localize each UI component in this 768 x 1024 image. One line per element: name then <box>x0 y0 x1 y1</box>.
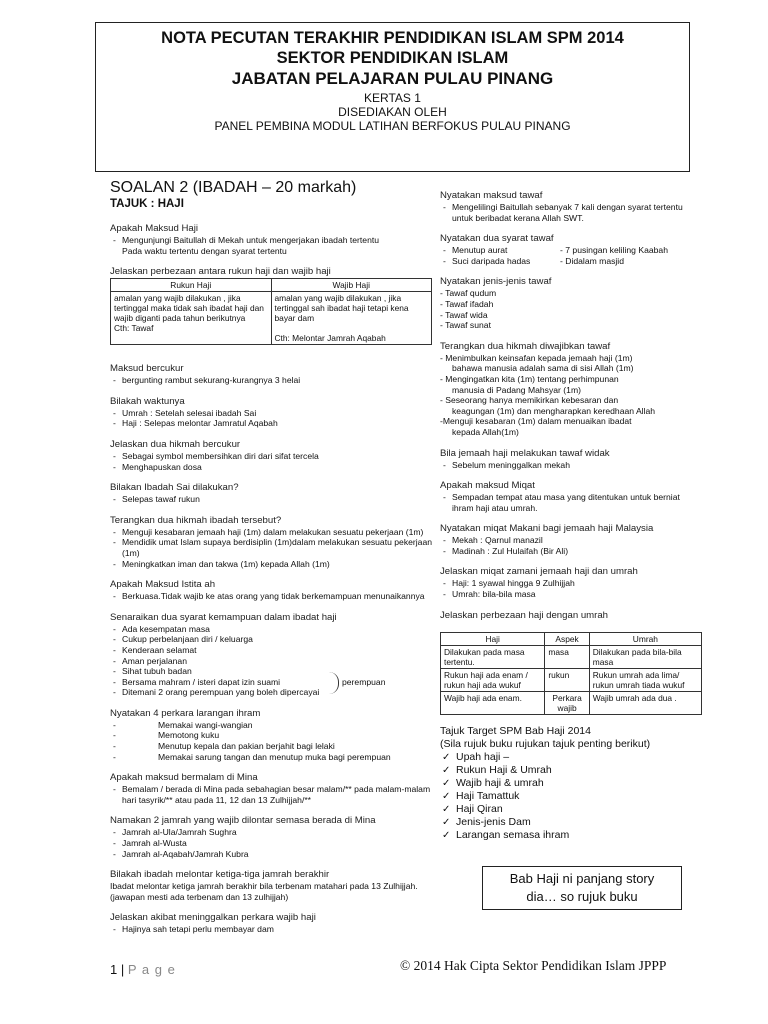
answer-cont: keagungan (1m) dan mengharapkan keredhaan Allah <box>452 405 656 416</box>
question: Jelaskan perbezaan haji dengan umrah <box>440 609 609 621</box>
target-title: Tajuk Target SPM Bab Haji 2014 <box>440 724 591 737</box>
answer-cont: Pada waktu tertentu dengan syarat tertentu <box>122 245 287 256</box>
answer: Ibadat melontar ketiga jamrah berakhir bila terbenam matahari pada 13 Zulhijjah. <box>110 881 418 892</box>
section-hikmah-tawaf <box>440 341 702 438</box>
page-number: 1 <box>110 962 118 977</box>
answer: - Menimbulkan keinsafan kepada jemaah haji (1m) <box>440 352 633 363</box>
section-maksud-haji <box>110 223 432 256</box>
answer: - 7 pusingan keliling Kaabah <box>560 245 668 256</box>
section-syarat-kemampuan <box>110 612 432 698</box>
question: Senaraikan dua syarat kemampuan dalam ibadat haji <box>110 611 337 623</box>
section-jenis-tawaf <box>440 276 702 330</box>
section-bermalam-mina <box>110 772 432 805</box>
table-cell: Dilakukan pada bila-bila masa <box>589 645 701 668</box>
check-item: ✓ Haji Qiran <box>440 803 702 816</box>
table-row <box>441 691 702 714</box>
answer: - Hajinya sah tetapi perlu membayar dam <box>110 924 432 935</box>
table-cell: Dilakukan pada masa tertentu. <box>441 645 545 668</box>
table-cell: rukun <box>545 668 589 691</box>
right-column <box>440 190 702 852</box>
answer-note: (jawapan mesti ada terbenam dan 13 zulhijjah) <box>110 891 289 902</box>
section-jamrah <box>110 815 432 859</box>
question: Nyatakan miqat Makani bagi jemaah haji Malaysia <box>440 523 654 535</box>
section-hikmah-ibadah <box>110 515 432 569</box>
answer: - Sebagai symbol membersihkan diri dari sifat tercela <box>110 451 432 462</box>
header-paper: KERTAS 1 <box>364 91 421 105</box>
list-item: - Memotong kuku <box>110 730 432 741</box>
table-header: Haji <box>441 632 545 645</box>
answer: - Seseorang hanya memikirkan kebesaran dan <box>440 395 619 406</box>
answer: - bergunting rambut sekurang-kurangnya 3 helai <box>110 375 432 386</box>
section-maksud-tawaf <box>440 190 702 223</box>
list-item: - Jamrah al-Wusta <box>110 838 432 849</box>
section-larangan-ihram <box>110 708 432 762</box>
answer: - Bemalam / berada di Mina pada sebahagian besar malam/** pada malam-malam <box>110 784 432 795</box>
question: Maksud bercukur <box>110 363 184 375</box>
question: Bilakah ibadah melontar ketiga-tiga jamrah berakhir <box>110 869 330 881</box>
check-item: ✓ Haji Tamattuk <box>440 790 702 803</box>
question: Jelaskan perbezaan antara rukun haji dan wajib haji <box>110 266 331 278</box>
table-cell: Rukun haji ada enam / rukun haji ada wukuf <box>441 668 545 691</box>
section-miqat <box>440 480 702 513</box>
answer: - Umrah: bila-bila masa <box>440 589 702 600</box>
list-item: - Tawaf wida <box>440 309 488 320</box>
list-item: - Sihat tubuh badan <box>110 666 432 677</box>
answer: - Menghapuskan dosa <box>110 462 432 473</box>
check-item: ✓ Jenis-jenis Dam <box>440 816 702 829</box>
left-column <box>110 178 432 945</box>
answer: - Menutup aurat <box>440 245 560 256</box>
header-box <box>95 22 690 172</box>
brace-label: perempuan <box>342 676 386 687</box>
copyright: © 2014 Hak Cipta Sektor Pendidikan Islam JPPP <box>400 958 667 973</box>
table-cell: masa <box>545 645 589 668</box>
section-sai <box>110 482 432 505</box>
section-syarat-tawaf <box>440 233 702 266</box>
answer-cont: kepada Allah(1m) <box>452 426 519 437</box>
answer: - Mengingatkan kita (1m) tentang perhimpunan <box>440 373 619 384</box>
question: Nyatakan 4 perkara larangan ihram <box>110 707 261 719</box>
answer-cont: bahawa manusia adalah sama di sisi Allah (1m) <box>452 363 634 374</box>
target-subtitle: (Sila rujuk buku rujukan tajuk penting berikut) <box>440 737 651 750</box>
answer: - Mekah : Qarnul manazil <box>440 535 702 546</box>
question: Namakan 2 jamrah yang wajib dilontar semasa berada di Mina <box>110 815 376 827</box>
question: Apakah Maksud Haji <box>110 223 198 234</box>
check-item: ✓ Rukun Haji & Umrah <box>440 764 702 777</box>
question-title: SOALAN 2 (IBADAH – 20 markah) <box>110 179 357 196</box>
table-row <box>441 668 702 691</box>
check-item: ✓ Wajib haji & umrah <box>440 777 702 790</box>
list-item: - Ada kesempatan masa <box>110 624 432 635</box>
section-akibat-wajib <box>110 912 432 935</box>
list-item: - Aman perjalanan <box>110 656 432 667</box>
section-bercukur <box>110 363 432 386</box>
answer: - Sebelum meninggalkan mekah <box>440 460 702 471</box>
table-cell: Perkara wajib <box>545 691 589 714</box>
list-item: - Kenderaan selamat <box>110 645 432 656</box>
answer: - Mendidik umat Islam supaya berdisiplin (1m)dalam melakukan sesuatu pekerjaan (1m) <box>110 537 432 558</box>
header-title: NOTA PECUTAN TERAKHIR PENDIDIKAN ISLAM SPM 2014 <box>161 29 624 47</box>
page-separator: | <box>120 962 125 977</box>
table-cell: amalan yang wajib dilakukan , jika tertinggal maka tidak sah ibadat haji dan wajib diganti pada tahun berikutnya <box>114 293 264 324</box>
table-header: Umrah <box>589 632 701 645</box>
question: Apakah Maksud Istita ah <box>110 579 216 591</box>
answer: - Mengelilingi Baitullah sebanyak 7 kali dengan syarat tertentu <box>440 202 702 213</box>
section-haji-umrah <box>440 610 702 715</box>
question: Jelaskan dua hikmah bercukur <box>110 438 241 450</box>
answer: - Suci daripada hadas <box>440 256 560 267</box>
table-header: Rukun Haji <box>111 279 272 292</box>
answer-cont: untuk beribadat kerana Allah SWT. <box>452 212 584 223</box>
list-item: - Bersama mahram / isteri dapat izin suami <box>110 677 432 688</box>
question: Apakah maksud Miqat <box>440 480 535 492</box>
answer: - Menguji kesabaran jemaah haji (1m) dalam melakukan sesuatu pekerjaan (1m) <box>110 527 432 538</box>
question: Apakah maksud bermalam di Mina <box>110 772 258 784</box>
section-tawaf-widak <box>440 448 702 471</box>
header-prepared-by: DISEDIAKAN OLEH <box>338 105 447 119</box>
answer: - Didalam masjid <box>560 255 624 266</box>
list-item: - Tawaf ifadah <box>440 298 494 309</box>
story-line: dia… so rujuk buku <box>526 889 638 904</box>
table-header: Wajib Haji <box>271 279 432 292</box>
question: Jelaskan miqat zamani jemaah haji dan umrah <box>440 566 638 578</box>
table-cell: Cth: Melontar Jamrah Aqabah <box>274 333 386 344</box>
answer: - Madinah : Zul Hulaifah (Bir Ali) <box>440 546 702 557</box>
header-department: JABATAN PELAJARAN PULAU PINANG <box>231 69 554 88</box>
table-cell: Cth: Tawaf <box>114 323 154 334</box>
table-cell: Wajib umrah ada dua . <box>589 691 701 714</box>
page-footer <box>110 962 176 977</box>
check-item: ✓ Upah haji – <box>440 751 702 764</box>
section-waktu <box>110 396 432 429</box>
page-word: P a g e <box>127 962 176 977</box>
answer: -Menguji kesabaran (1m) dalam menuaikan ibadat <box>440 416 632 427</box>
list-item: - Tawaf qudum <box>440 288 497 299</box>
list-item: - Jamrah al-Ula/Jamrah Sughra <box>110 827 432 838</box>
list-item: - Jamrah al-Aqabah/Jamrah Kubra <box>110 849 432 860</box>
section-istitaah <box>110 579 432 602</box>
answer: - Mengunjungi Baitullah di Mekah untuk mengerjakan ibadah tertentu <box>110 235 432 246</box>
table-row <box>441 645 702 668</box>
answer-cont: manusia di Padang Mahsyar (1m) <box>452 384 581 395</box>
table-cell: Rukun umrah ada lima/ rukun umrah tiada wukuf <box>589 668 701 691</box>
story-line: Bab Haji ni panjang story <box>509 871 655 886</box>
list-item: - Menutup kepala dan pakian berjahit bagi lelaki <box>110 741 432 752</box>
answer-cont: ihram haji atau umrah. <box>452 502 538 513</box>
answer: - Sempadan tempat atau masa yang ditentukan untuk berniat <box>440 492 702 503</box>
list-item: - Memakai sarung tangan dan menutup muka bagi perempuan <box>110 752 432 763</box>
topic-title: TAJUK : HAJI <box>110 198 184 210</box>
haji-umrah-table <box>440 632 702 715</box>
question: Terangkan dua hikmah ibadah tersebut? <box>110 514 282 526</box>
question: Terangkan dua hikmah diwajibkan tawaf <box>440 340 611 352</box>
list-item: - Tawaf sunat <box>440 320 491 331</box>
section-melontar-berakhir <box>110 869 432 902</box>
table-cell: Wajib haji ada enam. <box>441 691 545 714</box>
section-miqat-zamani <box>440 566 702 599</box>
header-sector: SEKTOR PENDIDIKAN ISLAM <box>276 49 509 67</box>
question: Bila jemaah haji melakukan tawaf widak <box>440 447 610 459</box>
story-box <box>482 866 682 910</box>
section-rukun-wajib <box>110 266 432 345</box>
question: Nyatakan dua syarat tawaf <box>440 233 554 245</box>
table-cell: amalan yang wajib dilakukan , jika tertinggal sah ibadat haji tetapi kena bayar dam <box>274 293 409 324</box>
question: Nyatakan maksud tawaf <box>440 190 543 201</box>
check-item: ✓ Larangan semasa ihram <box>440 829 702 842</box>
list-item: - Memakai wangi-wangian <box>110 720 432 731</box>
answer: - Haji : Selepas melontar Jamratul Aqabah <box>110 418 432 429</box>
section-target-spm <box>440 725 702 842</box>
table-header: Aspek <box>545 632 589 645</box>
answer: - Meningkatkan iman dan takwa (1m) kepada Allah (1m) <box>110 559 432 570</box>
section-miqat-makani <box>440 523 702 556</box>
answer: - Haji: 1 syawal hingga 9 Zulhijjah <box>440 578 702 589</box>
section-hikmah-bercukur <box>110 439 432 472</box>
list-item: - Cukup perbelanjaan diri / keluarga <box>110 634 432 645</box>
question: Bilakan Ibadah Sai dilakukan? <box>110 482 239 494</box>
question: Bilakah waktunya <box>110 395 185 407</box>
answer-cont: hari tasyrik/** atau pada 11, 12 dan 13 Zulhijjah/** <box>122 794 312 805</box>
question: Jelaskan akibat meninggalkan perkara wajib haji <box>110 912 316 924</box>
header-panel: PANEL PEMBINA MODUL LATIHAN BERFOKUS PULAU PINANG <box>214 119 571 133</box>
rukun-wajib-table <box>110 278 432 345</box>
question: Nyatakan jenis-jenis tawaf <box>440 276 552 288</box>
answer: - Umrah : Setelah selesai ibadah Sai <box>110 408 432 419</box>
list-item: - Ditemani 2 orang perempuan yang boleh dipercayai <box>110 687 432 698</box>
answer: - Berkuasa.Tidak wajib ke atas orang yang tidak berkemampuan menunaikannya <box>110 591 432 602</box>
answer: - Selepas tawaf rukun <box>110 494 432 505</box>
